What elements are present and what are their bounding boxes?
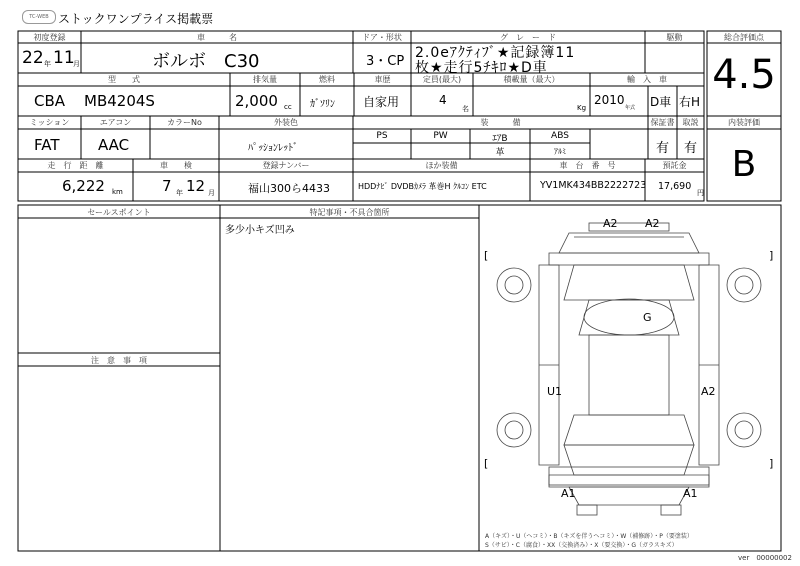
label-equipment: 装 備 xyxy=(480,118,521,127)
label-aircon: エアコン xyxy=(99,118,132,127)
equip-pw: PW xyxy=(433,131,448,141)
import-dealer: D車 xyxy=(650,95,672,109)
reg-month-unit: 月 xyxy=(73,60,80,68)
label-overall: 総合評価点 xyxy=(724,33,764,42)
warranty: 有 xyxy=(655,141,669,156)
interior-score: B xyxy=(731,144,757,185)
import-year: 2010 xyxy=(594,93,625,107)
label-notes: 特記事項・不具合箇所 xyxy=(309,208,390,217)
logo: TC-WEB xyxy=(22,10,56,24)
label-mission: ミッション xyxy=(29,118,70,127)
label-first-reg: 初度登録 xyxy=(33,33,66,42)
label-category: 車歴 xyxy=(374,75,391,84)
label-inspection: 車 検 xyxy=(160,161,192,170)
capacity: 4 xyxy=(439,93,447,107)
damage-mark: A2 xyxy=(701,385,716,398)
deposit: 17,690 xyxy=(658,181,692,192)
label-manual: 取説 xyxy=(682,118,699,127)
reg-month: 11 xyxy=(53,48,75,68)
label-sales-point: セールスポイント xyxy=(87,208,151,217)
inspection-year: 7 xyxy=(162,177,172,195)
equip-abs: ABS xyxy=(551,131,569,141)
fuel: ｶﾞｿﾘﾝ xyxy=(310,99,335,110)
equip-alumi: ｱﾙﾐ xyxy=(554,147,566,156)
mileage: 6,222 xyxy=(62,177,105,195)
label-plate: 登録ナンバー xyxy=(262,161,310,170)
grade-line1: 2.0eｱｸﾃｨﾌﾞ★記録簿11 xyxy=(415,45,576,61)
grade-line2: 枚★走行5ﾁｷﾛ★D車 xyxy=(415,60,548,76)
bracket-mark: [ xyxy=(484,457,489,470)
label-grade: グ レ ー ド xyxy=(500,33,556,42)
label-drive: 駆動 xyxy=(666,33,683,42)
label-fuel: 燃料 xyxy=(319,75,335,84)
damage-mark: A1 xyxy=(683,487,698,500)
vin: YV1MK434BB2222723 xyxy=(540,180,647,191)
displacement: 2,000 xyxy=(235,92,278,110)
damage-mark: A2 xyxy=(603,217,618,230)
equip-airbag: ｴｱB xyxy=(492,134,508,144)
label-car: 車 名 xyxy=(197,33,237,42)
category: 自家用 xyxy=(363,95,400,109)
deposit-unit: 円 xyxy=(697,189,704,197)
inspection-month: 12 xyxy=(186,177,206,195)
plate: 福山300ら4433 xyxy=(248,182,330,195)
label-capacity: 定員(最大) xyxy=(422,75,462,84)
load-unit: Kg xyxy=(577,104,587,112)
other-equipment: HDDﾅﾋﾞ DVDBｶﾒﾗ 革巻H ｸﾙｺﾝ ETC xyxy=(358,182,487,191)
label-load: 積載量（最大） xyxy=(503,75,560,84)
steering: 右H xyxy=(679,95,701,109)
damage-legend-line1: A（キズ）・U（ヘコミ）・B（キズを伴うヘコミ）・W（補修跡）・P（要塗装） xyxy=(485,533,693,540)
manual: 有 xyxy=(683,141,697,156)
door-type: 3・CP xyxy=(366,54,405,69)
form-title: ストックワンプライス掲載票 xyxy=(58,12,214,26)
label-import: 輸 入 車 xyxy=(627,75,667,84)
notes-text: 多少小キズ凹み xyxy=(225,225,295,236)
label-other-equipment: ほか装備 xyxy=(425,161,458,170)
label-displacement: 排気量 xyxy=(253,75,277,84)
label-vin: 車 台 番 号 xyxy=(559,161,616,170)
overall-score: 4.5 xyxy=(712,52,776,98)
damage-legend-line2: S（サビ）・C（腐食）・XX（交換済み）・X（要交換）・G（ガラスキズ） xyxy=(485,542,678,549)
mission: FAT xyxy=(34,136,60,154)
bracket-mark: ] xyxy=(769,457,774,470)
label-caution: 注 意 事 項 xyxy=(91,356,147,365)
capacity-unit: 名 xyxy=(462,105,469,113)
reg-year: 22 xyxy=(22,48,44,68)
model-prefix: CBA xyxy=(34,92,66,110)
displacement-unit: cc xyxy=(284,103,292,111)
aircon: AAC xyxy=(98,136,130,154)
reg-year-unit: 年 xyxy=(44,60,51,68)
equip-leather: 革 xyxy=(495,148,505,158)
mileage-unit: km xyxy=(112,188,123,196)
label-model: 型 式 xyxy=(108,75,140,84)
label-mileage: 走 行 距 離 xyxy=(47,161,104,170)
damage-mark: U1 xyxy=(547,385,563,398)
bracket-mark: ] xyxy=(769,249,774,262)
version-label: ver 00000002 xyxy=(738,554,792,562)
ext-color: ﾊﾟｯｼｮﾝﾚｯﾄﾞ xyxy=(248,143,298,154)
car-damage-diagram xyxy=(479,205,781,551)
label-ext-color: 外装色 xyxy=(274,118,298,127)
damage-mark: A1 xyxy=(561,487,576,500)
label-deposit: 預託金 xyxy=(662,161,687,170)
damage-mark: A2 xyxy=(645,217,660,230)
car-name: ボルボ C30 xyxy=(152,51,260,72)
bracket-mark: [ xyxy=(484,249,489,262)
label-interior: 内装評価 xyxy=(728,118,760,127)
label-color-no: カラーNo xyxy=(167,118,202,127)
import-year-unit: 年式 xyxy=(625,105,636,111)
inspection-year-unit: 年 xyxy=(176,189,183,197)
damage-mark: G xyxy=(643,311,652,324)
equip-ps: PS xyxy=(376,131,388,141)
inspection-month-unit: 月 xyxy=(208,189,215,197)
model-code: MB4204S xyxy=(84,92,155,110)
label-warranty: 保証書 xyxy=(650,118,675,127)
label-door: ドア・形状 xyxy=(362,33,402,42)
